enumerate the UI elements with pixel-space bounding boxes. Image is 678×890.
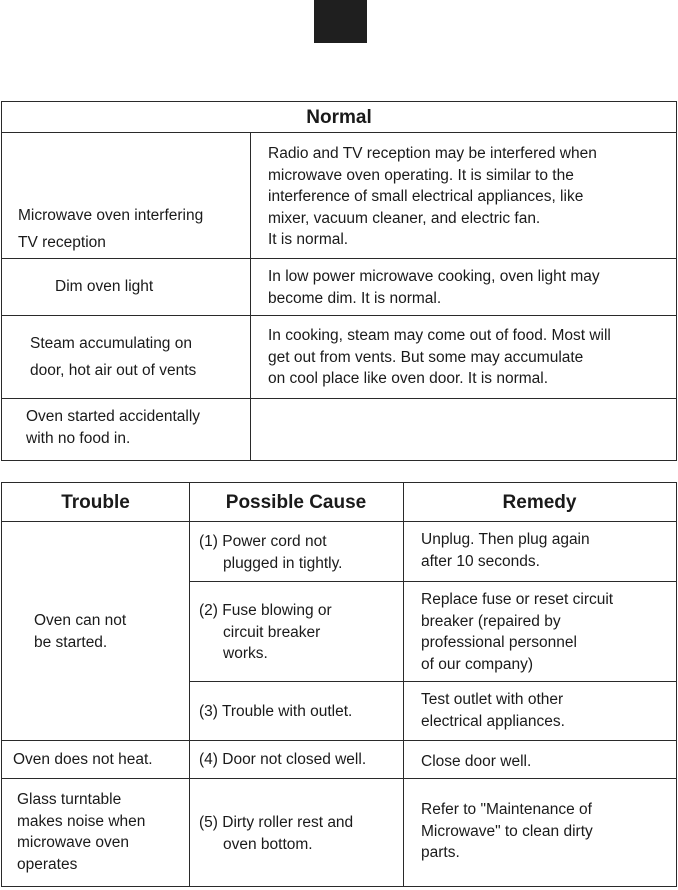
- text-line: with no food in.: [26, 429, 131, 447]
- row-divider: [2, 740, 676, 741]
- text-line: professional personnel: [421, 634, 577, 651]
- normal-explanation-text: [268, 266, 600, 309]
- text-line: microwave oven: [17, 834, 129, 851]
- remedy-text: [421, 751, 531, 773]
- text-line: after 10 seconds.: [421, 552, 540, 570]
- cause-text: [199, 600, 332, 665]
- text-line: TV reception: [18, 234, 106, 251]
- text-line: (4) Door not closed well.: [199, 751, 367, 768]
- text-line: Replace fuse or reset circuit: [421, 591, 614, 608]
- column-divider: [189, 483, 190, 886]
- normal-explanation-cell: [251, 133, 676, 258]
- cause-text: [199, 749, 366, 771]
- text-line: oven bottom.: [223, 835, 313, 853]
- cause-text: [199, 812, 353, 855]
- normal-condition-text: [55, 276, 153, 298]
- normal-row: [2, 316, 676, 399]
- trouble-text: [17, 789, 145, 875]
- header-possible-cause: Possible Cause: [189, 483, 403, 522]
- text-line: get out from vents. But some may accumulate: [268, 348, 584, 366]
- text-line: works.: [223, 645, 268, 662]
- trouble-text: [34, 610, 126, 653]
- text-line: Microwave" to clean dirty: [421, 822, 593, 840]
- text-line: on cool place like oven door. It is normal.: [268, 370, 549, 387]
- text-line: Dim oven light: [55, 278, 154, 295]
- normal-table-header: Normal: [2, 102, 676, 133]
- text-line: Unplug. Then plug again: [421, 531, 590, 548]
- row-divider: [189, 681, 676, 682]
- text-line: operates: [17, 855, 78, 873]
- section-tab-marker: [314, 0, 367, 43]
- normal-row: [2, 259, 676, 316]
- text-line: door, hot air out of vents: [30, 362, 197, 379]
- text-line: parts.: [421, 844, 460, 861]
- normal-condition-cell: [2, 133, 251, 258]
- remedy-text: [421, 529, 590, 572]
- text-line: interference of small electrical appliances, like: [268, 188, 584, 205]
- normal-condition-text: [30, 330, 196, 384]
- text-line: It is normal.: [268, 231, 349, 248]
- header-trouble: Trouble: [2, 483, 189, 522]
- text-line: Steam accumulating on: [30, 335, 192, 352]
- normal-explanation-cell: [251, 259, 676, 315]
- remedy-text: [421, 799, 593, 864]
- text-line: become dim. It is normal.: [268, 289, 442, 307]
- header-remedy: Remedy: [403, 483, 676, 522]
- text-line: Refer to "Maintenance of: [421, 801, 592, 818]
- normal-condition-text: [26, 406, 200, 449]
- normal-condition-cell: [2, 259, 251, 315]
- column-divider: [403, 483, 404, 886]
- text-line: circuit breaker: [223, 623, 321, 641]
- cause-text: [199, 701, 352, 723]
- text-line: mixer, vacuum cleaner, and electric fan.: [268, 209, 541, 227]
- text-line: In cooking, steam may come out of food. Most will: [268, 327, 611, 344]
- text-line: Microwave oven interfering: [18, 207, 204, 224]
- normal-condition-cell: [2, 316, 251, 398]
- text-line: microwave oven operating. It is similar to the: [268, 166, 574, 184]
- text-line: electrical appliances.: [421, 712, 565, 730]
- normal-row: [2, 133, 676, 259]
- text-line: (3) Trouble with outlet.: [199, 703, 353, 720]
- remedy-text: [421, 589, 613, 675]
- text-line: plugged in tightly.: [223, 554, 343, 572]
- normal-explanation-cell: [251, 399, 676, 460]
- row-divider: [2, 778, 676, 779]
- text-line: Test outlet with other: [421, 691, 564, 708]
- text-line: of our company): [421, 655, 533, 673]
- normal-row: [2, 399, 676, 460]
- text-line: breaker (repaired by: [421, 612, 561, 630]
- text-line: Oven can not: [34, 612, 127, 629]
- text-line: Oven does not heat.: [13, 751, 153, 768]
- text-line: Oven started accidentally: [26, 408, 201, 425]
- normal-table: [1, 101, 677, 461]
- remedy-text: [421, 689, 565, 732]
- row-divider: [189, 581, 676, 582]
- trouble-text: [13, 749, 153, 771]
- normal-condition-cell: [2, 399, 251, 460]
- text-line: Close door well.: [421, 753, 532, 770]
- cause-text: [199, 531, 343, 574]
- normal-explanation-cell: [251, 316, 676, 398]
- text-line: (5) Dirty roller rest and: [199, 814, 354, 831]
- text-line: Radio and TV reception may be interfered when: [268, 145, 597, 162]
- text-line: (2) Fuse blowing or: [199, 602, 332, 619]
- troubleshooting-table: [1, 482, 677, 887]
- normal-condition-text: [18, 202, 203, 256]
- text-line: (1) Power cord not: [199, 533, 327, 550]
- text-line: be started.: [34, 633, 108, 651]
- normal-explanation-text: [268, 325, 611, 390]
- text-line: Glass turntable: [17, 791, 122, 808]
- text-line: makes noise when: [17, 812, 146, 830]
- normal-explanation-text: [268, 143, 597, 251]
- text-line: In low power microwave cooking, oven light may: [268, 268, 600, 285]
